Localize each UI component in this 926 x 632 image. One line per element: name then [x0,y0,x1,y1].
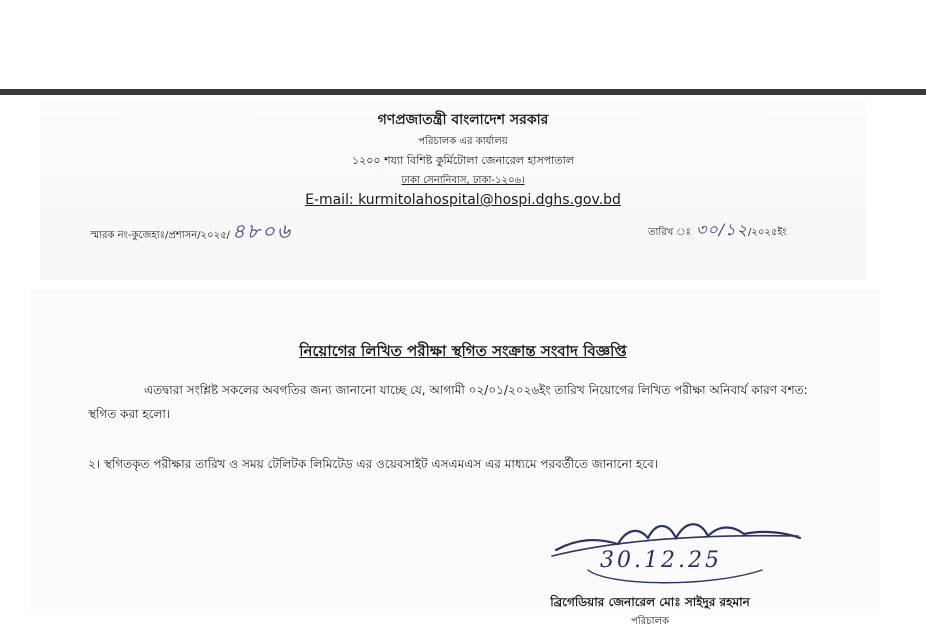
email-link[interactable]: E-mail: kurmitolahospital@hospi.dghs.gov.bd [305,192,621,208]
signer-name: ব্রিগেডিয়ার জেনারেল মোঃ সাইদুর রহমান [550,595,750,609]
date-handwritten: ৩০/১২ [695,220,748,239]
notice-title [0,340,926,365]
government-title: গণপ্রজাতন্ত্রী বাংলাদেশ সরকার [377,112,549,128]
issue-date [648,217,787,244]
header-rule [0,89,926,95]
memo-reference [90,217,292,250]
memo-number-handwritten: ৪৮০৬ [231,219,292,243]
hospital-name: ১২০০ শয্যা বিশিষ্ট কুর্মিটোলা জেনারেল হাসপাতাল [351,154,575,167]
address [0,173,926,190]
memo-prefix: স্মারক নং-কুজেহাঃ/প্রশাসন/২০২৫/ [90,230,230,241]
date-suffix: /২০২৫ইং [747,227,787,238]
notice-title-text: নিয়োগের লিখিত পরীক্ষা স্থগিত সংক্রান্ত সংবাদ বিজ্ঞপ্তি [299,342,627,360]
notice-paragraph-2: ২। স্থগিতকৃত পরীক্ষার তারিখ ও সময় টেলিটক লিমিটেড এর ওয়েবসাইট এসএমএস এর মাধ্যমে পরবর্তীতে জানানো হবে। [88,457,659,471]
date-label: তারিখ ঃ [648,227,691,238]
office-name: পরিচালক এর কার্যালয় [418,136,508,147]
notice-paragraph-1: এতদ্বারা সংশ্লিষ্ট সকলের অবগতির জন্য জানানো যাচ্ছে যে, আগামী ০২/০১/২০২৬ইং তারিখ নিয়োগের লিখিত পরীক্ষা অনিবার্য কারণ বশত: স্থগিত করা হলো। [88,383,808,421]
signer-designation: পরিচালক [631,616,669,627]
email-line [0,192,926,208]
address-text: ঢাকা সেনানিবাস, ঢাকা-১২০৬। [401,175,525,186]
signature-date: 30.12.25 [600,548,722,573]
